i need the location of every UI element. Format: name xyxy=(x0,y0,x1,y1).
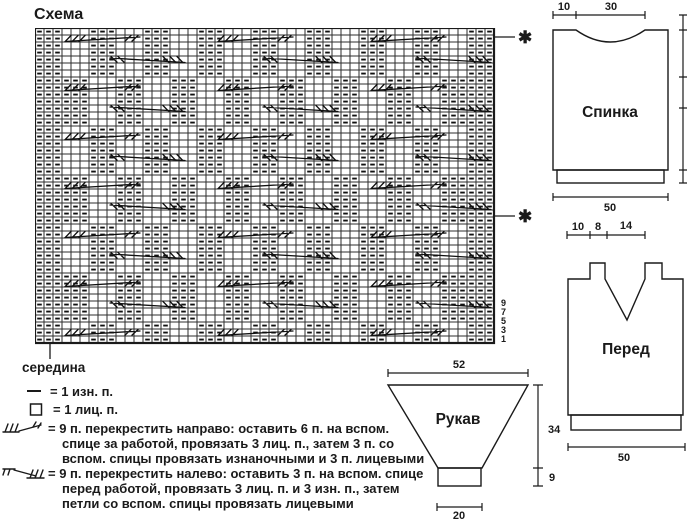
asterisk-markers xyxy=(495,28,532,226)
sleeve-bottom-measure xyxy=(437,503,482,511)
front-label: Перед xyxy=(602,341,650,358)
sleeve-measure-9: 9 xyxy=(549,472,556,484)
back-label: Спинка xyxy=(582,104,638,121)
legend-item-cable-left xyxy=(2,466,423,511)
front-bottom-measure xyxy=(568,443,685,451)
legend-item-cable-right xyxy=(2,421,424,466)
piece-back xyxy=(553,1,687,214)
piece-front xyxy=(567,220,685,464)
legend-item-purl xyxy=(24,384,113,399)
svg-text:✱: ✱ xyxy=(518,28,533,47)
front-measure-50: 50 xyxy=(617,452,631,464)
back-bottom-measure xyxy=(553,193,668,201)
legend-knit-text: = 1 лиц. п. xyxy=(53,402,118,417)
front-measure-8: 8 xyxy=(594,221,602,233)
back-measure-10: 10 xyxy=(557,1,571,13)
svg-text:1: 1 xyxy=(501,334,507,344)
svg-text:7: 7 xyxy=(501,307,507,317)
sleeve-label: Рукав xyxy=(435,411,481,428)
back-hem-band xyxy=(557,170,664,183)
front-hem-band xyxy=(571,415,681,430)
sleeve-side-measure xyxy=(533,385,543,486)
front-top-measure xyxy=(567,231,645,239)
sleeve-measure-52: 52 xyxy=(452,359,466,371)
legend-cable-left-text: = 9 п. перекрестить налево: оставить 3 п. на вспом. спице перед работой, провязать 3 лиц. п. и 3 изн. п., затем петли со вспом. спицы провязать лицевыми xyxy=(48,466,424,511)
front-outline xyxy=(568,263,683,415)
back-side-measure xyxy=(679,15,687,183)
page-title: Схема xyxy=(34,6,84,23)
front-measure-10: 10 xyxy=(571,221,585,233)
legend-purl-text: = 1 изн. п. xyxy=(50,384,114,399)
svg-text:9: 9 xyxy=(501,298,507,308)
back-top-measure xyxy=(553,11,645,19)
svg-text:3: 3 xyxy=(501,325,507,335)
sleeve-measure-34: 34 xyxy=(548,424,561,436)
svg-text:✱: ✱ xyxy=(518,207,533,226)
sleeve-cuff xyxy=(438,468,481,486)
legend-item-knit xyxy=(27,402,118,417)
back-measure-50: 50 xyxy=(603,202,617,214)
purl-dash-icon xyxy=(24,384,44,398)
knitting-chart xyxy=(35,28,540,368)
svg-text:5: 5 xyxy=(501,316,507,326)
sleeve-measure-20: 20 xyxy=(452,510,466,522)
knit-square-icon xyxy=(27,402,47,417)
row-numbers xyxy=(501,298,506,344)
sleeve-top-measure xyxy=(388,369,528,377)
back-measure-30: 30 xyxy=(604,1,618,13)
legend-cable-right-text: = 9 п. перекрестить направо: оставить 6 п. на вспом. спице за работой, провязать 3 лиц. п., затем 3 п. со вспом. спицы провязать изнаночными и 3 п. лицевыми xyxy=(48,421,425,466)
chart-middle-label: середина xyxy=(22,360,86,375)
cable-left-icon xyxy=(2,466,45,480)
front-measure-14: 14 xyxy=(619,220,633,232)
cable-right-icon xyxy=(2,421,45,435)
back-outline xyxy=(553,30,668,170)
